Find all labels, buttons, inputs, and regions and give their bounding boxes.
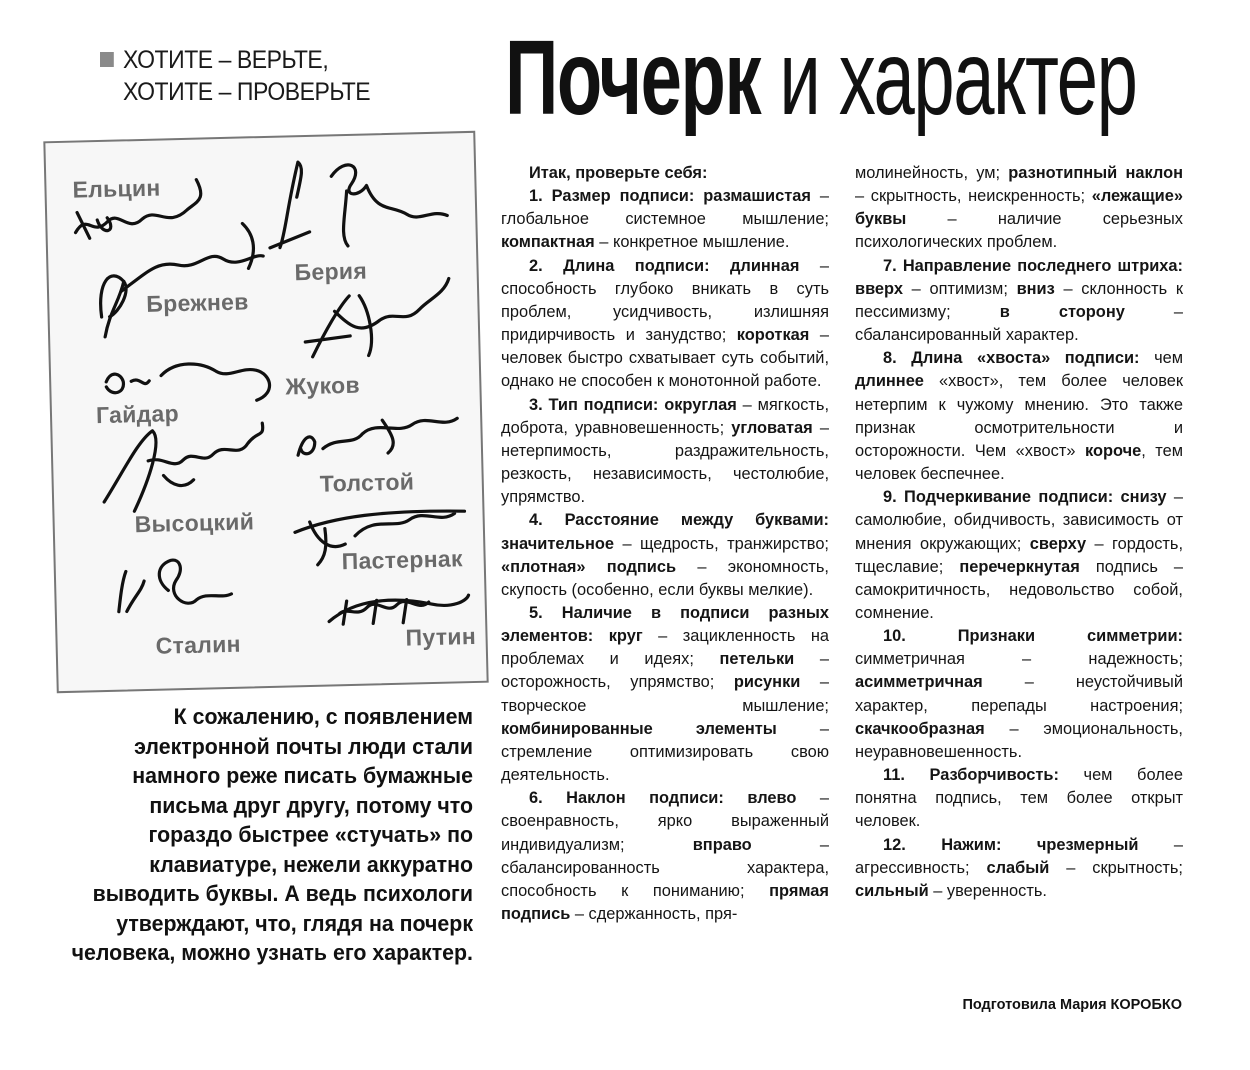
item-11: 11. Разборчивость: чем более понятна подпись, тем более открыт человек.: [855, 766, 1183, 831]
rubric-line2: ХОТИТЕ – ПРОВЕРЬТЕ: [123, 78, 371, 106]
signature-label-brezhnev: Брежнев: [146, 288, 249, 317]
item-10: 10. Признаки симметрии: симметричная – надежность; асимметричная – неустойчивый характер, перепады настроения; скачкообразная – эмоциональность, неуравновешенность.: [855, 627, 1183, 761]
item-1: 1. Размер подписи: размашистая – глобальное системное мышление; компактная – конкретное мышление.: [501, 187, 829, 252]
item-8: 8. Длина «хвоста» подписи: чем длиннее «хвост», тем более человек нетерпим к чужому мнению. Это также признак осмотрительности и осторожности. Чем «хвост» короче, тем человек беспечнее.: [855, 349, 1183, 484]
item-5: 5. Наличие в подписи разных элементов: круг – зацикленность на проблемах и идеях; петельки – осторожность, упрямство; рисунки – творческое мышление; комбинированные элементы – стремление оптимизировать свою деятельность.: [501, 603, 829, 785]
headline-bold: Почерк: [505, 19, 761, 137]
headline-normal: и характер: [760, 19, 1137, 137]
byline: Подготовила Мария КОРОБКО: [962, 997, 1182, 1013]
intro: Итак, проверьте себя:: [529, 164, 708, 182]
headline: [505, 18, 1137, 138]
item-9: 9. Подчеркивание подписи: снизу – самолюбие, обидчивость, зависимость от мнения окружающих; сверху – гордость, тщеславие; перечеркнутая подпись – самокритичность, недовольство собой, сомнение.: [855, 488, 1184, 622]
lead-paragraph: К сожалению, с появлением электронной почты люди стали намного реже писать бумажные письма друг другу, потому что гораздо быстрее «стучать» по клавиатуре, нежели аккуратно выводить буквы. А ведь психологи утверждают, что, глядя на почерк человека, можно узнать его характер.: [71, 704, 474, 965]
signature-label-vysotsky: Высоцкий: [134, 508, 255, 538]
rubric-line1: ХОТИТЕ – ВЕРЬТЕ,: [123, 46, 329, 74]
signature-label-tolstoy: Толстой: [319, 468, 415, 497]
item-7: 7. Направление последнего штриха: вверх – оптимизм; вниз – склонность к пессимизму; в сторону – сбалансированный характер.: [855, 256, 1184, 345]
signature-label-putin: Путин: [405, 622, 477, 651]
signature-label-stalin: Сталин: [155, 630, 242, 659]
rubric-square-icon: [100, 52, 114, 67]
item-12: 12. Нажим: чрезмерный – агрессивность; слабый – скрытность; сильный – уверенность.: [855, 835, 1183, 900]
signatures-photo: [43, 131, 488, 693]
rubric: [100, 44, 370, 108]
article-column-2: [855, 162, 1183, 903]
item-6-continued: молинейность, ум; разнотипный наклон – скрытность, неискренность; «лежащие» буквы – наличие серьезных психологических проблем.: [855, 164, 1183, 252]
item-4: 4. Расстояние между буквами: значительное – щедрость, транжирство; «плотная» подпись – экономность, скупость (особенно, если буквы мелкие).: [501, 511, 829, 599]
article-column-1: [501, 162, 829, 926]
item-3: 3. Тип подписи: округлая – мягкость, доброта, уравновешенность; угловатая – нетерпимость, раздражительность, резкость, независимость, честолюбие, упрямство.: [501, 395, 830, 507]
signature-label-beria: Берия: [294, 257, 368, 286]
signature-label-yeltsin: Ельцин: [72, 174, 161, 203]
item-2: 2. Длина подписи: длинная – способность глубоко вникать в суть проблем, усидчивость, излишняя придирчивость и занудство; короткая – человек быстро схватывает суть событий, однако не способен к монотонной работе.: [501, 256, 829, 391]
item-6: 6. Наклон подписи: влево – своенравность, ярко выраженный индивидуализм; вправо – сбалансированность характера, способность к пониманию; прямая подпись – сдержанность, пря-: [501, 789, 829, 923]
signature-label-pasternak: Пастернак: [341, 545, 464, 575]
signature-label-zhukov: Жуков: [285, 371, 361, 400]
signature-label-gaidar: Гайдар: [95, 400, 180, 429]
